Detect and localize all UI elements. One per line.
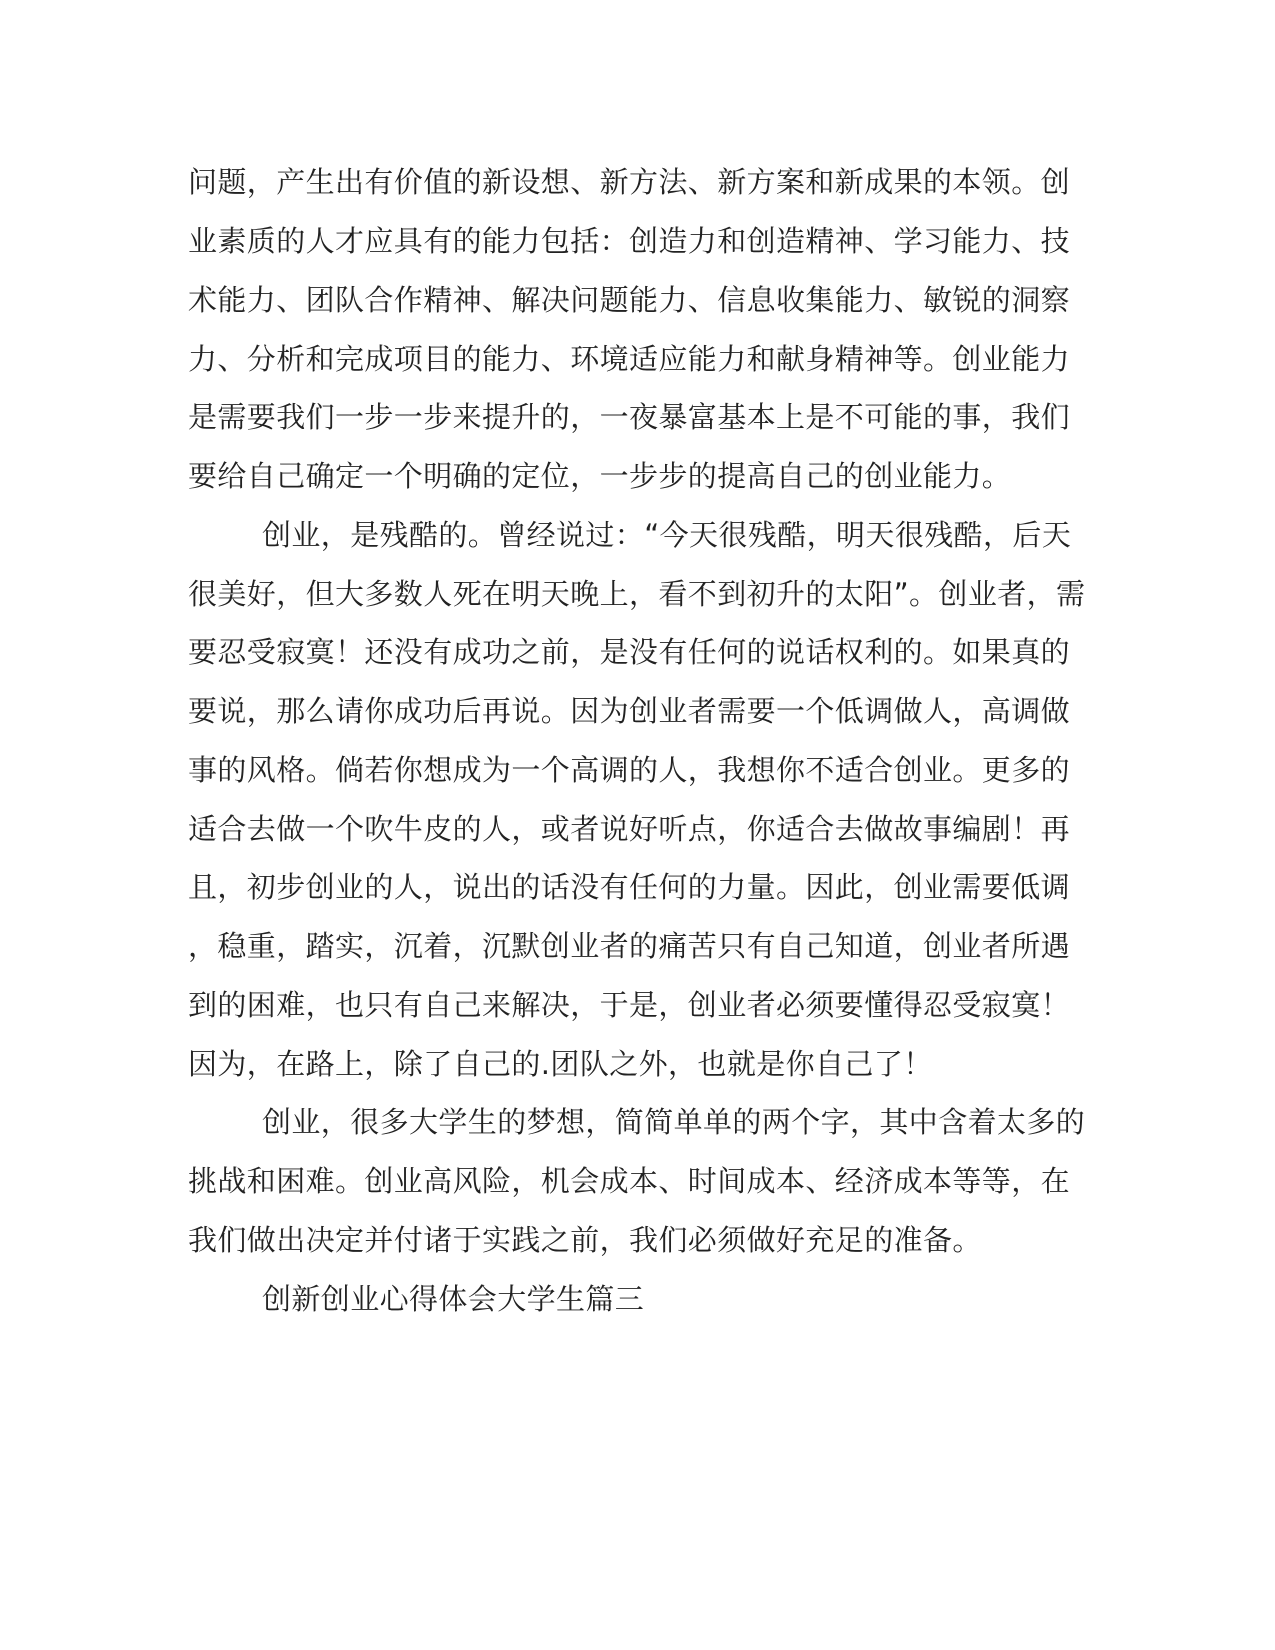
text-line: 挑战和困难。创业高风险，机会成本、时间成本、经济成本等等，在 [188, 1164, 1071, 1198]
section-heading: 创新创业心得体会大学生篇三 [262, 1282, 645, 1316]
text-line: 因为，在路上，除了自己的.团队之外，也就是你自己了！ [188, 1047, 933, 1081]
text-line: 到的困难，也只有自己来解决，于是，创业者必须要懂得忍受寂寞！ [188, 988, 1071, 1022]
text-line: 力、分析和完成项目的能力、环境适应能力和献身精神等。创业能力 [188, 342, 1071, 376]
text-line: 事的风格。倘若你想成为一个高调的人，我想你不适合创业。更多的 [188, 753, 1071, 787]
text-line: 创业，很多大学生的梦想，简简单单的两个字，其中含着太多的 [262, 1105, 1086, 1139]
text-line: 术能力、团队合作精神、解决问题能力、信息收集能力、敏锐的洞察 [188, 283, 1071, 317]
text-line: 适合去做一个吹牛皮的人，或者说好听点，你适合去做故事编剧！再 [188, 812, 1071, 846]
text-line: 是需要我们一步一步来提升的，一夜暴富基本上是不可能的事，我们 [188, 400, 1071, 434]
text-line: 要说，那么请你成功后再说。因为创业者需要一个低调做人，高调做 [188, 694, 1071, 728]
text-line: 很美好，但大多数人死在明天晚上，看不到初升的太阳”。创业者，需 [188, 577, 1086, 611]
text-line: 要给自己确定一个明确的定位，一步步的提高自己的创业能力。 [188, 459, 1012, 493]
text-line: 要忍受寂寞！还没有成功之前，是没有任何的说话权利的。如果真的 [188, 635, 1071, 669]
text-line: 且，初步创业的人，说出的话没有任何的力量。因此，创业需要低调 [188, 870, 1071, 904]
text-line: 业素质的人才应具有的能力包括：创造力和创造精神、学习能力、技 [188, 224, 1071, 258]
text-line: 创业，是残酷的。曾经说过：“今天很残酷，明天很残酷，后天 [262, 518, 1072, 552]
text-line: ，稳重，踏实，沉着，沉默创业者的痛苦只有自己知道，创业者所遇 [188, 929, 1071, 963]
text-line: 我们做出决定并付诸于实践之前，我们必须做好充足的准备。 [188, 1223, 982, 1257]
text-line: 问题，产生出有价值的新设想、新方法、新方案和新成果的本领。创 [188, 165, 1071, 199]
